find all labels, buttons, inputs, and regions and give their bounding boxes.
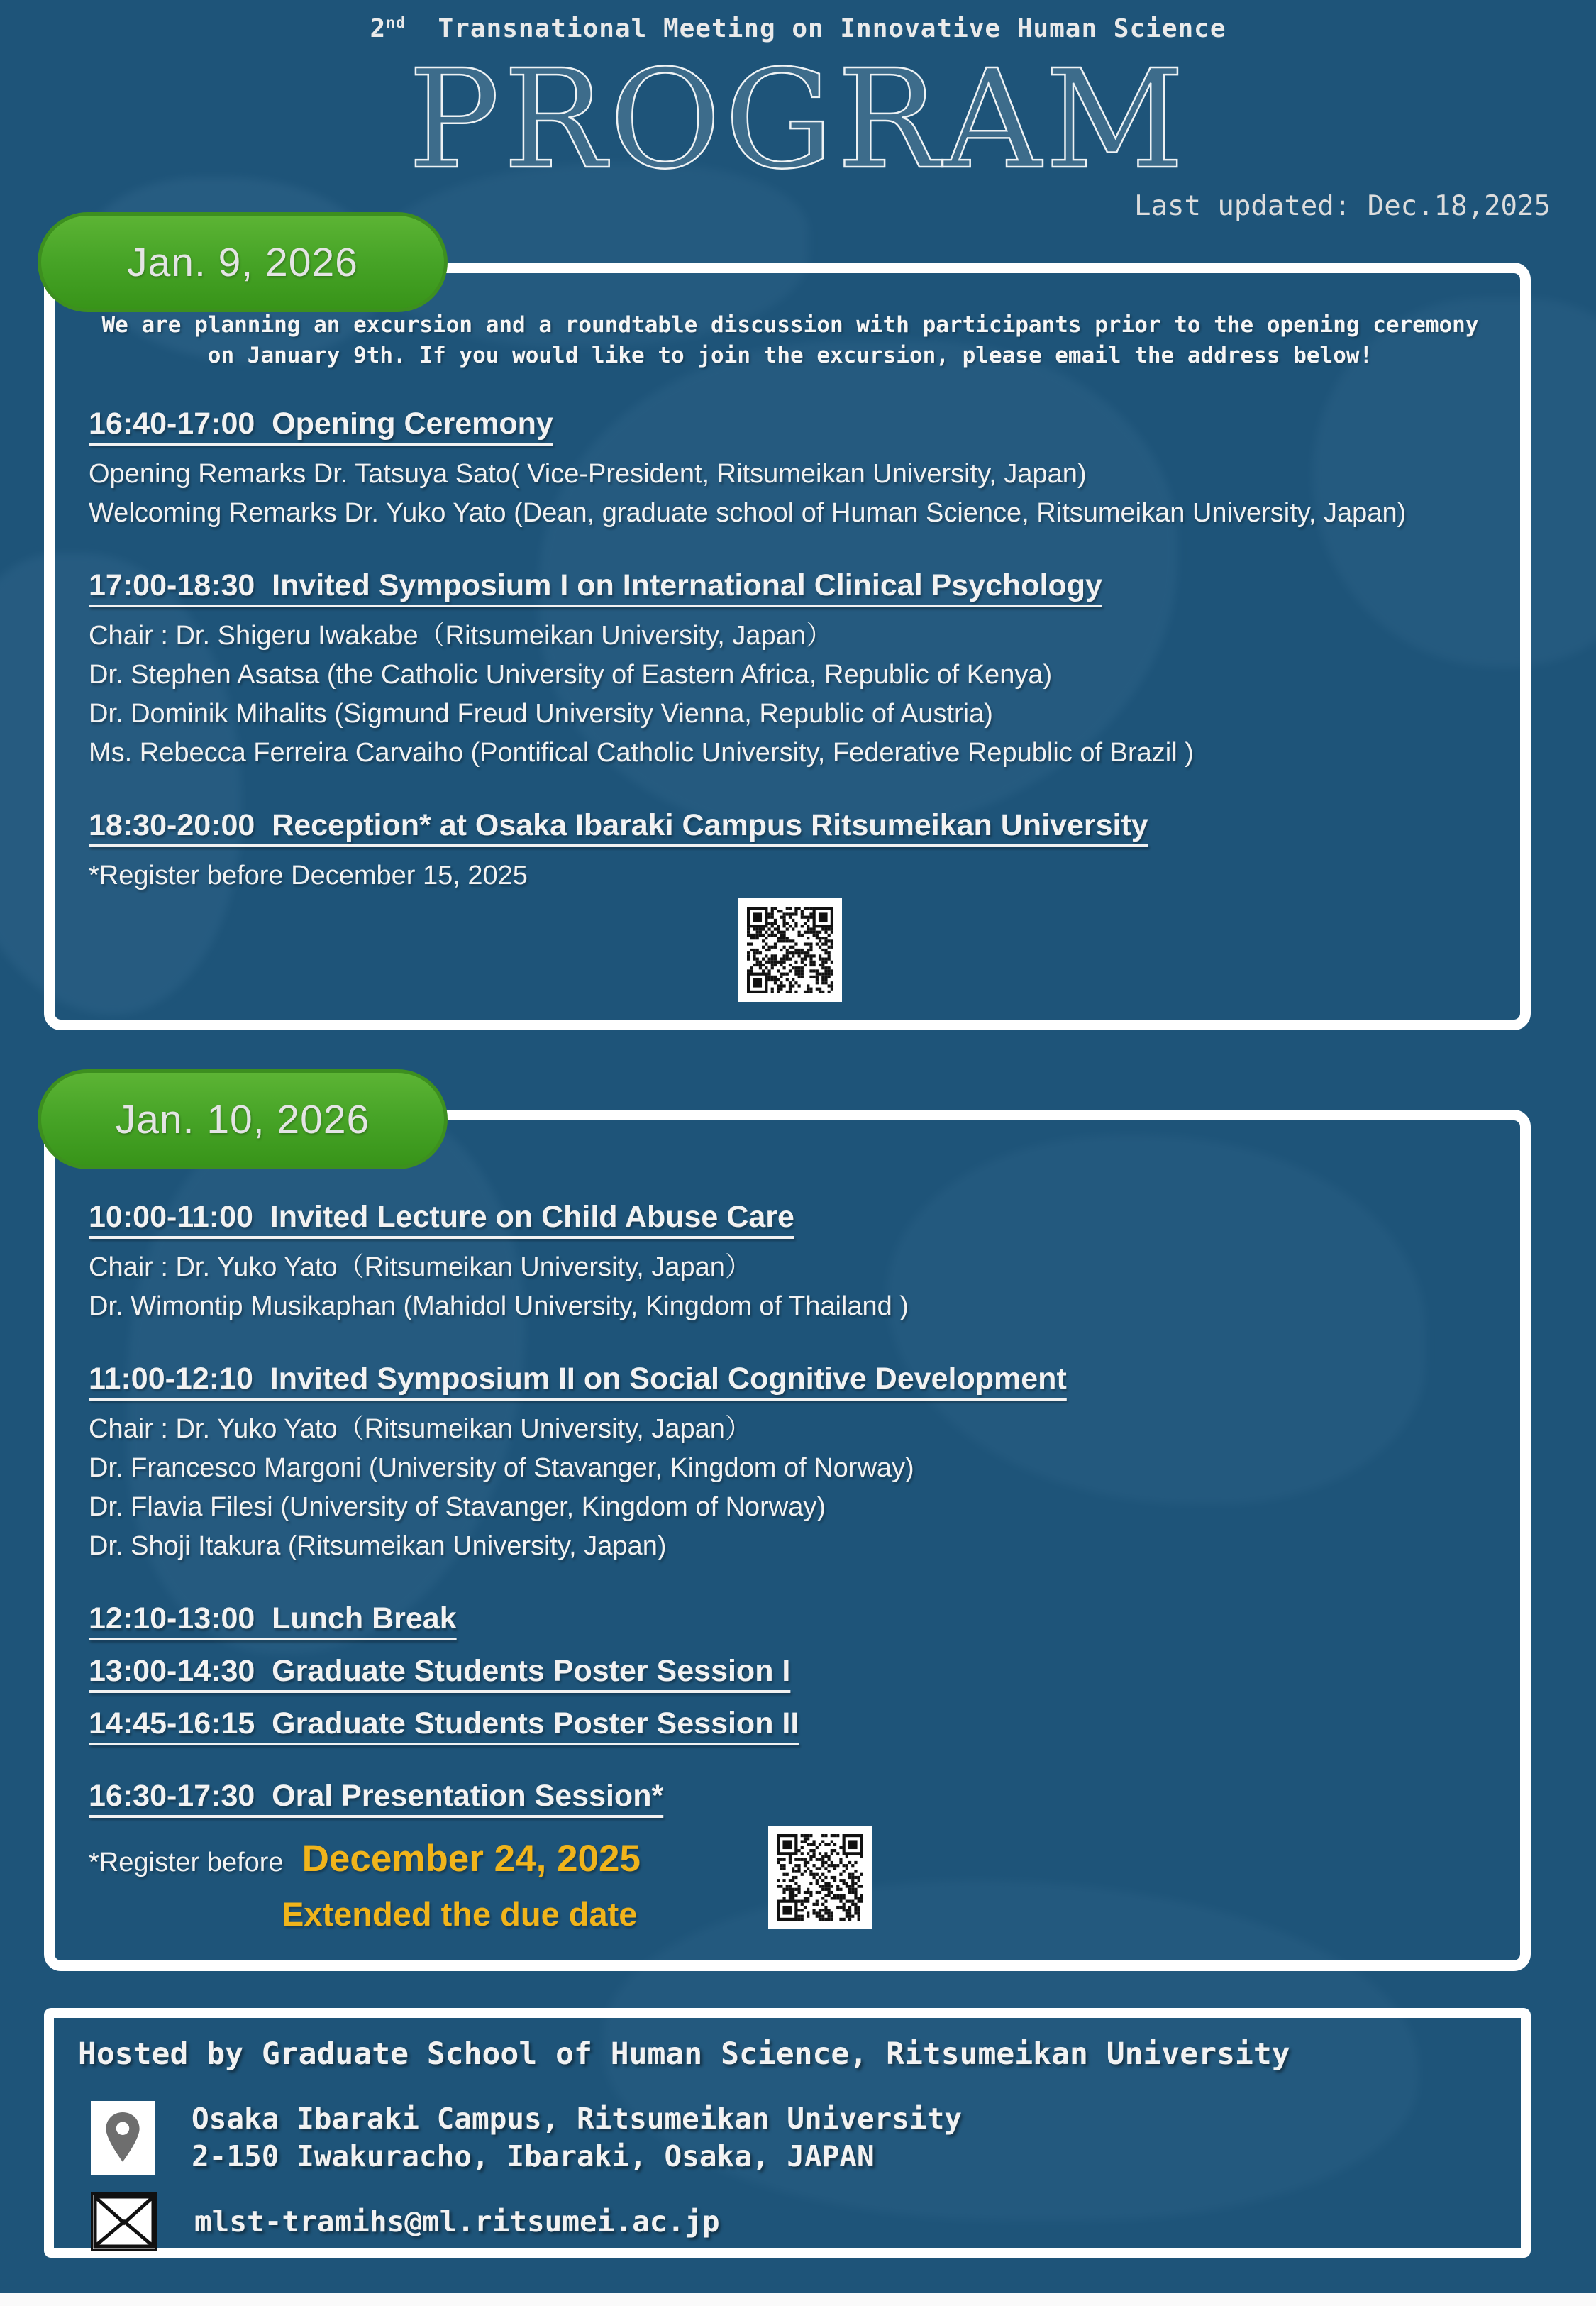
extended-due-date-note: Extended the due date <box>282 1895 638 1933</box>
session-line: Chair : Dr. Yuko Yato（Ritsumeikan University, Japan） <box>89 1414 752 1444</box>
session-line: Ms. Rebecca Ferreira Carvaiho (Pontifical Catholic University, Federative Republic of Brazil ) <box>89 738 1194 768</box>
email-icon <box>91 2192 157 2251</box>
bottom-strip <box>0 2293 1596 2306</box>
location-line1: Osaka Ibaraki Campus, Ritsumeikan University <box>192 2102 963 2136</box>
location-pin-icon <box>91 2101 155 2175</box>
day2-date-pill: Jan. 10, 2026 <box>38 1069 448 1169</box>
session-lunch-break <box>89 1599 1492 1638</box>
oral-registration-block <box>89 1837 1492 1965</box>
hosted-by-label: Hosted by Graduate School of Human Science, Ritsumeikan University <box>78 2036 1290 2072</box>
location-row <box>91 2100 1492 2175</box>
email-row <box>91 2192 1492 2251</box>
session-heading: 12:10-13:00 Lunch Break <box>89 1601 457 1635</box>
session-line: *Register before December 15, 2025 <box>89 861 528 890</box>
qr-code-oral-session <box>768 1826 872 1929</box>
qr-code-reception <box>738 898 842 1002</box>
location-text <box>192 2100 962 2175</box>
session-invited-symposium-1 <box>89 566 1492 773</box>
qr-code-pattern <box>747 907 833 993</box>
session-heading: 16:40-17:00 Opening Ceremony <box>89 407 553 441</box>
program-title: PROGRAM <box>408 41 1188 199</box>
location-line2: 2-150 Iwakuracho, Ibaraki, Osaka, JAPAN <box>192 2139 875 2173</box>
session-line: Chair : Dr. Yuko Yato（Ritsumeikan University, Japan） <box>89 1252 752 1282</box>
excursion-notice: We are planning an excursion and a roundtable discussion with participants prior to the opening ceremony on January 9th. If you would like to join the excursion, please email the address below! <box>101 312 1479 368</box>
session-heading: 13:00-14:30 Graduate Students Poster Session I <box>89 1654 791 1688</box>
session-line: Dr. Francesco Margoni (University of Stavanger, Kingdom of Norway) <box>89 1453 914 1483</box>
session-heading: 14:45-16:15 Graduate Students Poster Session II <box>89 1706 799 1740</box>
session-heading: 17:00-18:30 Invited Symposium I on International Clinical Psychology <box>89 568 1102 602</box>
session-heading: 11:00-12:10 Invited Symposium II on Social Cognitive Development <box>89 1362 1067 1396</box>
footer-card <box>44 2008 1531 2258</box>
session-invited-symposium-2 <box>89 1359 1492 1566</box>
session-line: Chair : Dr. Shigeru Iwakabe（Ritsumeikan University, Japan） <box>89 621 833 651</box>
session-oral-presentation <box>89 1776 1492 1816</box>
location-pin-glyph <box>104 2110 142 2166</box>
session-reception <box>89 805 1492 1002</box>
email-envelope-glyph <box>93 2195 155 2249</box>
conference-title <box>0 0 1596 43</box>
session-line: Welcoming Remarks Dr. Yuko Yato (Dean, graduate school of Human Science, Ritsumeikan University, Japan) <box>89 498 1407 528</box>
session-line: Dr. Wimontip Musikaphan (Mahidol University, Kingdom of Thailand ) <box>89 1291 909 1321</box>
conference-title-text: Transnational Meeting on Innovative Human Science <box>406 14 1226 43</box>
session-line: Dr. Stephen Asatsa (the Catholic University of Eastern Africa, Republic of Kenya) <box>89 660 1053 690</box>
session-heading: 10:00-11:00 Invited Lecture on Child Abuse Care <box>89 1200 794 1234</box>
conference-title-ordinal: nd <box>386 14 406 32</box>
last-updated-label: Last updated: Dec.18,2025 <box>1134 190 1551 222</box>
session-heading: 18:30-20:00 Reception* at Osaka Ibaraki Campus Ritsumeikan University <box>89 808 1148 842</box>
qr-code-pattern <box>777 1834 863 1921</box>
day2-card <box>44 1110 1531 1971</box>
session-line: Dr. Shoji Itakura (Ritsumeikan University, Japan) <box>89 1531 667 1561</box>
register-deadline: December 24, 2025 <box>301 1838 641 1880</box>
email-text: mlst-tramihs@ml.ritsumei.ac.jp <box>194 2204 720 2239</box>
session-invited-lecture <box>89 1197 1492 1326</box>
session-line: Dr. Flavia Filesi (University of Stavanger, Kingdom of Norway) <box>89 1492 826 1522</box>
session-poster-1 <box>89 1651 1492 1691</box>
session-line: Dr. Dominik Mihalits (Sigmund Freud University Vienna, Republic of Austria) <box>89 699 993 729</box>
session-heading: 16:30-17:30 Oral Presentation Session* <box>89 1779 664 1813</box>
session-line: Opening Remarks Dr. Tatsuya Sato( Vice-President, Ritsumeikan University, Japan) <box>89 459 1087 489</box>
session-poster-2 <box>89 1704 1492 1743</box>
session-opening-ceremony <box>89 404 1492 533</box>
day1-date-pill: Jan. 9, 2026 <box>38 212 448 312</box>
day1-card <box>44 263 1531 1030</box>
conference-title-number: 2 <box>370 14 387 43</box>
register-prefix: *Register before <box>89 1848 284 1877</box>
